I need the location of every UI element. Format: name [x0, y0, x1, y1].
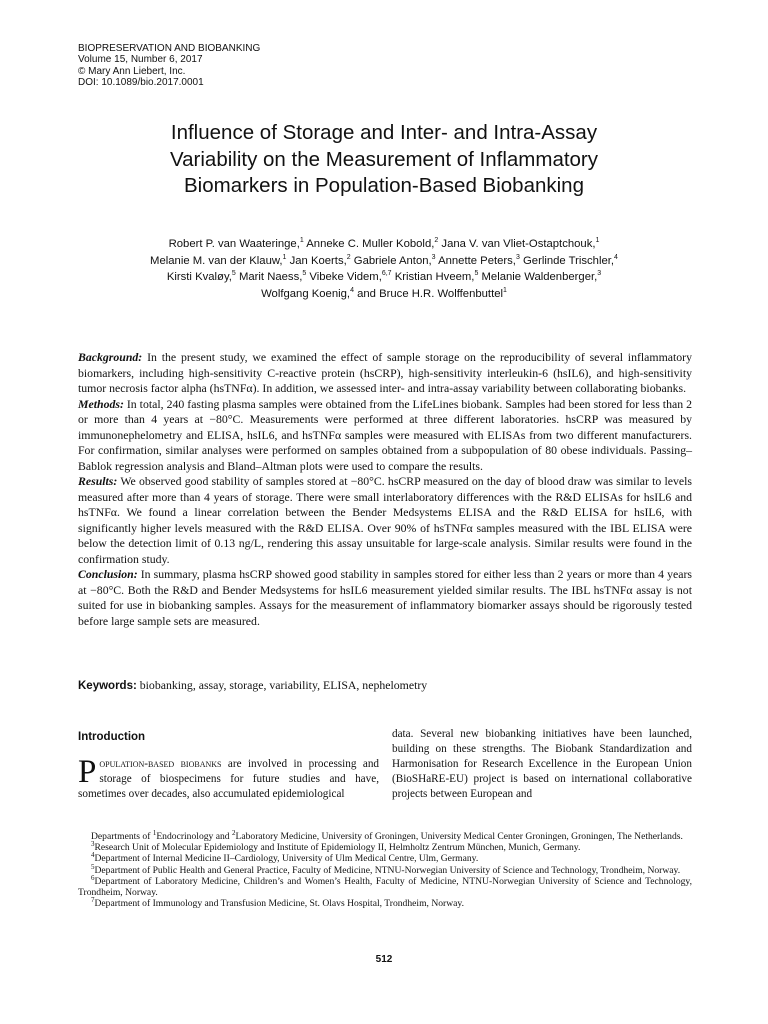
author: Gerlinde Trischler,$^4$	[519, 253, 618, 267]
author: Annette Peters,$^3$	[435, 253, 520, 267]
section-heading-introduction: Introduction	[78, 731, 146, 743]
journal-doi: DOI: 10.1089/bio.2017.0001	[78, 77, 204, 89]
abstract-results: Results: We observed good stability of samples stored at −80°C. hsCRP measured on the day of blood draw was similar to levels measured after more than 4 years of storage. There were small interlaboratory differences with the R&D ELISAs for hsIL6 and hsTNFα. We found a linear correlation between the Bender Medsystems ELISA and the R&D ELISA for hsIL6, with significantly higher levels measured with the R&D ELISA. Over 90% of hsTNFα samples measured with the IBL ELISA were below the detection limit of 0.13 ng/L, rendering this assay unsuitable for large-scale analysis. Similar results were found in the confirmation study.	[78, 474, 692, 566]
article-title	[100, 120, 668, 200]
title-line: Variability on the Measurement of Inflammatory	[169, 147, 599, 171]
author: Vibeke Videm,$^{6,7}$	[306, 270, 392, 283]
affiliation: $^3$Research Unit of Molecular Epidemiology and Institute of Epidemiology II, Helmholtz Zentrum München, Munich, Germany.	[91, 840, 581, 854]
body-column-right: data. Several new biobanking initiatives have been launched, building on these strengths. The Biobank Standardization and Harmonisation for Research Excellence in the European Union (BioSHaRE-EU) project is based on international collaborative projects between European and	[392, 728, 692, 800]
affiliations	[78, 828, 692, 910]
smallcaps-lead: opulation-based biobanks	[99, 758, 222, 770]
author: and Bruce H.R. Wolffenbuttel$^1$	[353, 286, 507, 300]
affiliation: $^7$Department of Immunology and Transfusion Medicine, St. Olavs Hospital, Trondheim, Norway.	[91, 896, 465, 910]
title-line: Influence of Storage and Inter- and Intra-Assay	[170, 121, 598, 144]
author: Kirsti Kvaløy,$^5$	[166, 270, 236, 283]
body-column-left	[78, 754, 380, 802]
author: Jana V. van Vliet-Ostaptchouk,$^1$	[438, 237, 600, 250]
affiliation: $^5$Department of Public Health and General Practice, Faculty of Medicine, NTNU-Norwegian University of Science and Technology, Trondheim, Norway.	[91, 862, 681, 876]
abstract-methods: Methods: In total, 240 fasting plasma samples were obtained from the LifeLines biobank. Samples had been stored for less than 2 or more than 4 years at −80°C. Measurements were performed at three different laboratories. hsCRP was measured by immunonephelometry and ELISA, hsIL6, and hsTNFα samples were measured with ELISAs from two different manufacturers. For confirmation, similar analyses were performed on samples obtained from a subpopulation of 80 obese individuals. Passing–Bablok regression analysis and Bland–Altman plots were used to compare the results.	[78, 396, 692, 473]
author: Melanie M. van der Klauw,$^1$	[150, 253, 287, 267]
author: Anneke C. Muller Kobold,$^2$	[303, 237, 439, 250]
author-list	[120, 236, 648, 302]
keywords-label: Keywords:	[78, 680, 137, 692]
page-number: 512	[375, 954, 393, 965]
author: Robert P. van Waateringe,$^1$	[168, 237, 304, 250]
keywords	[78, 678, 692, 694]
author: Marit Naess,$^5$	[235, 270, 307, 283]
abstract-background: Background: In the present study, we examined the effect of sample storage on the reproducibility of several inflammatory biomarkers, including high-sensitivity C-reactive protein (hsCRP), high-sensitivity interleukin-6 (hsIL6), and high-sensitivity tumor necrosis factor alpha (hsTNFα). In addition, we assessed inter- and intra-assay variability between collaborating biobanks.	[78, 350, 692, 395]
author: Wolfgang Koenig,$^4$	[261, 286, 354, 300]
body-text: are involved in processing and storage of biospecimens for future studies and have, sometimes over decades, also accumulated epidemiological	[78, 758, 380, 800]
author: Gabriele Anton,$^3$	[350, 253, 436, 267]
abstract	[78, 350, 692, 629]
journal-volume: Volume 15, Number 6, 2017	[78, 54, 203, 66]
affiliation: $^6$Department of Laboratory Medicine, Children’s and Women’s Health, Faculty of Medicine, NTNU-Norwegian University of Science and Technology, Trondheim, Norway.	[78, 873, 692, 899]
affiliation: $^4$Department of Internal Medicine II–Cardiology, University of Ulm Medical Centre, Ulm, Germany.	[91, 851, 479, 865]
author: Jan Koerts,$^2$	[286, 253, 351, 267]
keywords-list: biobanking, assay, storage, variability, ELISA, nephelometry	[136, 678, 428, 692]
abstract-conclusion: Conclusion: In summary, plasma hsCRP showed good stability in samples stored for either less than 2 years or more than 4 years at −80°C. Both the R&D and Bender Medsystems for hsIL6 measurement yielded similar results. The IBL hsTNFα assay is not suited for use in biobanking samples. Assays for the measurement of inflammatory biomarker assays should be rigorously tested before large sample sets are measured.	[78, 567, 692, 628]
drop-cap: P	[78, 754, 97, 790]
journal-header	[78, 43, 478, 89]
author: Melanie Waldenberger,$^3$	[478, 270, 602, 283]
journal-name: BIOPRESERVATION AND BIOBANKING	[78, 43, 261, 54]
author: Kristian Hveem,$^5$	[391, 270, 479, 283]
title-line: Biomarkers in Population-Based Biobanking	[184, 174, 584, 197]
journal-copyright: © Mary Ann Liebert, Inc.	[78, 65, 186, 77]
affiliation: Departments of $^1$Endocrinology and $^2$Laboratory Medicine, University of Groningen, University Medical Center Groningen, Groningen, The Netherlands.	[91, 828, 683, 842]
